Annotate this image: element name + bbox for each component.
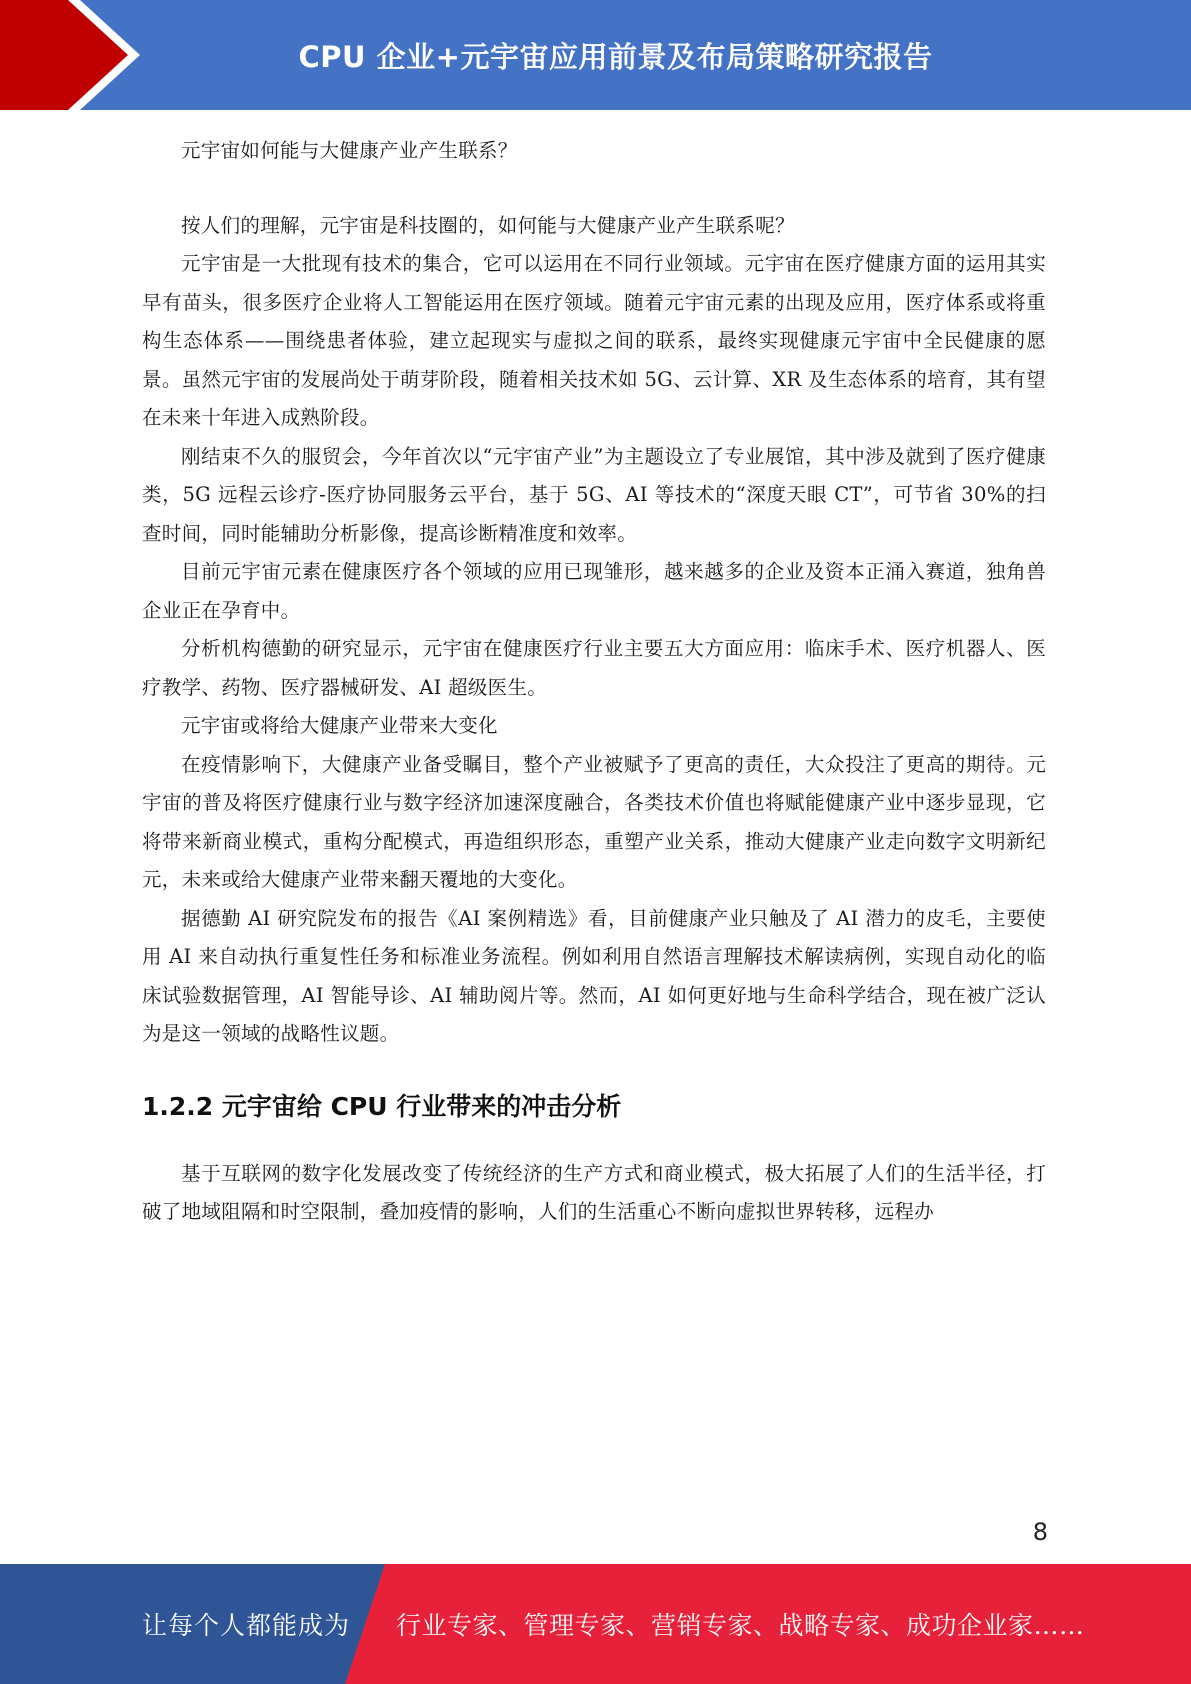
page-footer: [0, 1564, 1191, 1684]
paragraph: 目前元宇宙元素在健康医疗各个领域的应用已现雏形，越来越多的企业及资本正涌入赛道，独角兽企业正在孕育中。: [142, 560, 1046, 622]
paragraph: 在疫情影响下，大健康产业备受瞩目，整个产业被赋予了更高的责任，大众投注了更高的期待。元宇宙的普及将医疗健康行业与数字经济加速深度融合，各类技术价值也将赋能健康产业中逐步显现，它将带来新商业模式，重构分配模式，再造组织形态，重塑产业关系，推动大健康产业走向数字文明新纪元，未来或给大健康产业带来翻天覆地的大变化。: [142, 752, 1046, 891]
paragraph-question-heading: 元宇宙如何能与大健康产业产生联系？: [181, 139, 518, 162]
paragraph: 按人们的理解，元宇宙是科技圈的，如何能与大健康产业产生联系呢？: [181, 213, 795, 237]
document-body: [142, 132, 1046, 1232]
footer-slogan-right: 行业专家、管理专家、营销专家、战略专家、成功企业家……: [396, 1611, 1085, 1640]
report-title: CPU 企业+元宇宙应用前景及布局策略研究报告: [298, 39, 933, 74]
section-heading: 1.2.2 元宇宙给 CPU 行业带来的冲击分析: [142, 1091, 622, 1121]
paragraph: 分析机构德勤的研究显示，元宇宙在健康医疗行业主要五大方面应用：临床手术、医疗机器人、医疗教学、药物、医疗器械研发、AI 超级医生。: [142, 637, 1046, 699]
header-arrow-decoration: [0, 0, 160, 110]
paragraph: 刚结束不久的服贸会，今年首次以“元宇宙产业”为主题设立了专业展馆，其中涉及就到了医疗健康类，5G 远程云诊疗-医疗协同服务云平台，基于 5G、AI 等技术的“深度天眼 CT”，可节省 30%的扫查时间，同时能辅助分析影像，提高诊断精准度和效率。: [142, 444, 1046, 545]
footer-slogan-left: 让每个人都能成为: [142, 1611, 351, 1640]
paragraph: 元宇宙是一大批现有技术的集合，它可以运用在不同行业领域。元宇宙在医疗健康方面的运用其实早有苗头，很多医疗企业将人工智能运用在医疗领域。随着元宇宙元素的出现及应用，医疗体系或将重构生态体系——围绕患者体验，建立起现实与虚拟之间的联系，最终实现健康元宇宙中全民健康的愿景。虽然元宇宙的发展尚处于萌芽阶段，随着相关技术如 5G、云计算、XR 及生态体系的培育，其有望在未来十年进入成熟阶段。: [142, 252, 1046, 429]
page-number: 8: [1032, 1518, 1048, 1546]
paragraph: 基于互联网的数字化发展改变了传统经济的生产方式和商业模式，极大拓展了人们的生活半径，打破了地域阻隔和时空限制，叠加疫情的影响，人们的生活重心不断向虚拟世界转移，远程办: [142, 1161, 1046, 1223]
paragraph-subheading: 元宇宙或将给大健康产业带来大变化: [181, 714, 498, 737]
page-header: [0, 0, 1191, 110]
paragraph: 据德勤 AI 研究院发布的报告《AI 案例精选》看，目前健康产业只触及了 AI 潜力的皮毛，主要使用 AI 来自动执行重复性任务和标准业务流程。例如利用自然语言理解技术解读病例，实现自动化的临床试验数据管理，AI 智能导诊、AI 辅助阅片等。然而，AI 如何更好地与生命科学结合，现在被广泛认为是这一领域的战略性议题。: [142, 906, 1046, 1045]
